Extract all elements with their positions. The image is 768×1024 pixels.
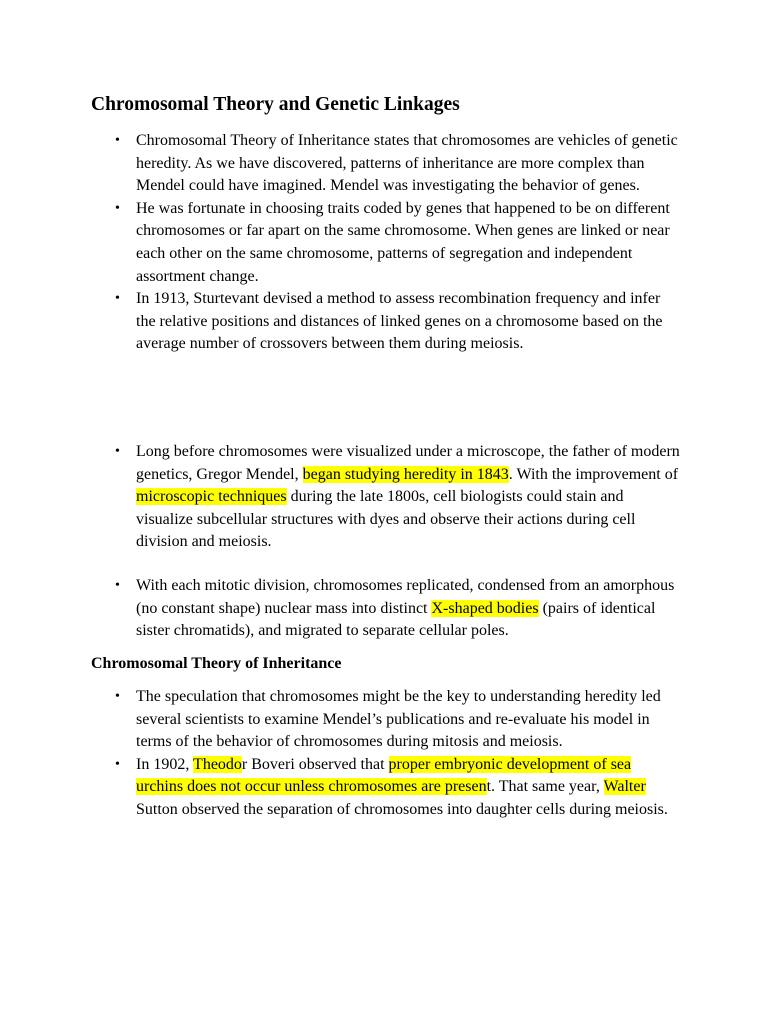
bullet-icon: • <box>115 578 120 593</box>
highlighted-text: X-shaped bodies <box>431 599 539 617</box>
list-item-text: . With the improvement of <box>508 465 679 483</box>
list-item-text: r Boveri observed that <box>241 755 389 773</box>
bullet-icon: • <box>115 200 120 216</box>
list-item-text: Chromosomal Theory of Inheritance states that chromosomes are vehicles of genetic heredity. As we have discovered, patterns of inheritance are more complex than Mendel could have imagined. Mendel was investigating the behavior of genes. <box>136 132 678 195</box>
bullet-list-mendel <box>0 441 768 554</box>
list-item <box>0 130 681 198</box>
highlighted-text: Theodo <box>193 755 242 773</box>
section-heading: Chromosomal Theory of Inheritance <box>91 655 342 672</box>
list-item <box>0 198 681 288</box>
list-item-text: during the late 1800s, cell biologists could stain and visualize subcellular structures with dyes and observe their actions during cell division and meiosis. <box>136 488 636 551</box>
list-item-text: Sutton observed the separation of chromosomes into daughter cells during meiosis. <box>136 800 668 818</box>
list-item-text: (pairs of identical sister chromatids), and migrated to separate cellular poles. <box>136 599 656 640</box>
list-item <box>0 686 681 754</box>
list-item-text: The speculation that chromosomes might be the key to understanding heredity led several scientists to examine Mendel’s publications and re-evaluate his model in terms of the behavior of chromosomes during mitosis and meiosis. <box>136 688 661 751</box>
bullet-list-inheritance <box>0 686 768 822</box>
bullet-icon: • <box>115 689 120 704</box>
bullet-icon: • <box>115 133 120 148</box>
list-item-text: In 1902, <box>136 755 194 773</box>
bullet-icon: • <box>115 444 120 459</box>
list-item-text: He was fortunate in choosing traits coded by genes that happened to be on different chromosomes or far apart on the same chromosome. When genes are linked or near each other on the same chromosome, patterns of segregation and independent assortment change. <box>136 199 670 285</box>
list-item-text: Long before chromosomes were visualized under a microscope, the father of modern genetics, Gregor Mendel, <box>136 443 680 483</box>
highlighted-text: Walter <box>603 778 646 796</box>
highlighted-text: began studying heredity in 1843 <box>302 465 509 483</box>
list-item-text: With each mitotic division, chromosomes replicated, condensed from an amorphous (no constant shape) nuclear mass into distinct <box>136 577 675 617</box>
bullet-icon: • <box>115 756 120 772</box>
bullet-icon: • <box>115 291 120 307</box>
highlighted-text: microscopic techniques <box>136 488 287 506</box>
list-item <box>0 575 681 643</box>
bullet-list-mitotic <box>0 575 768 643</box>
list-item-text: t. That same year, <box>486 778 604 796</box>
bullet-list-intro <box>0 130 768 356</box>
list-item <box>0 288 681 356</box>
highlighted-text: proper embryonic development of sea urchins does not occur unless chromosomes are presen <box>136 755 632 796</box>
list-item <box>0 441 681 554</box>
document-title: Chromosomal Theory and Genetic Linkages <box>91 94 460 115</box>
list-item <box>0 754 681 822</box>
list-item-text: In 1913, Sturtevant devised a method to assess recombination frequency and infer the relative positions and distances of linked genes on a chromosome based on the average number of crossovers between them during meiosis. <box>136 290 663 353</box>
